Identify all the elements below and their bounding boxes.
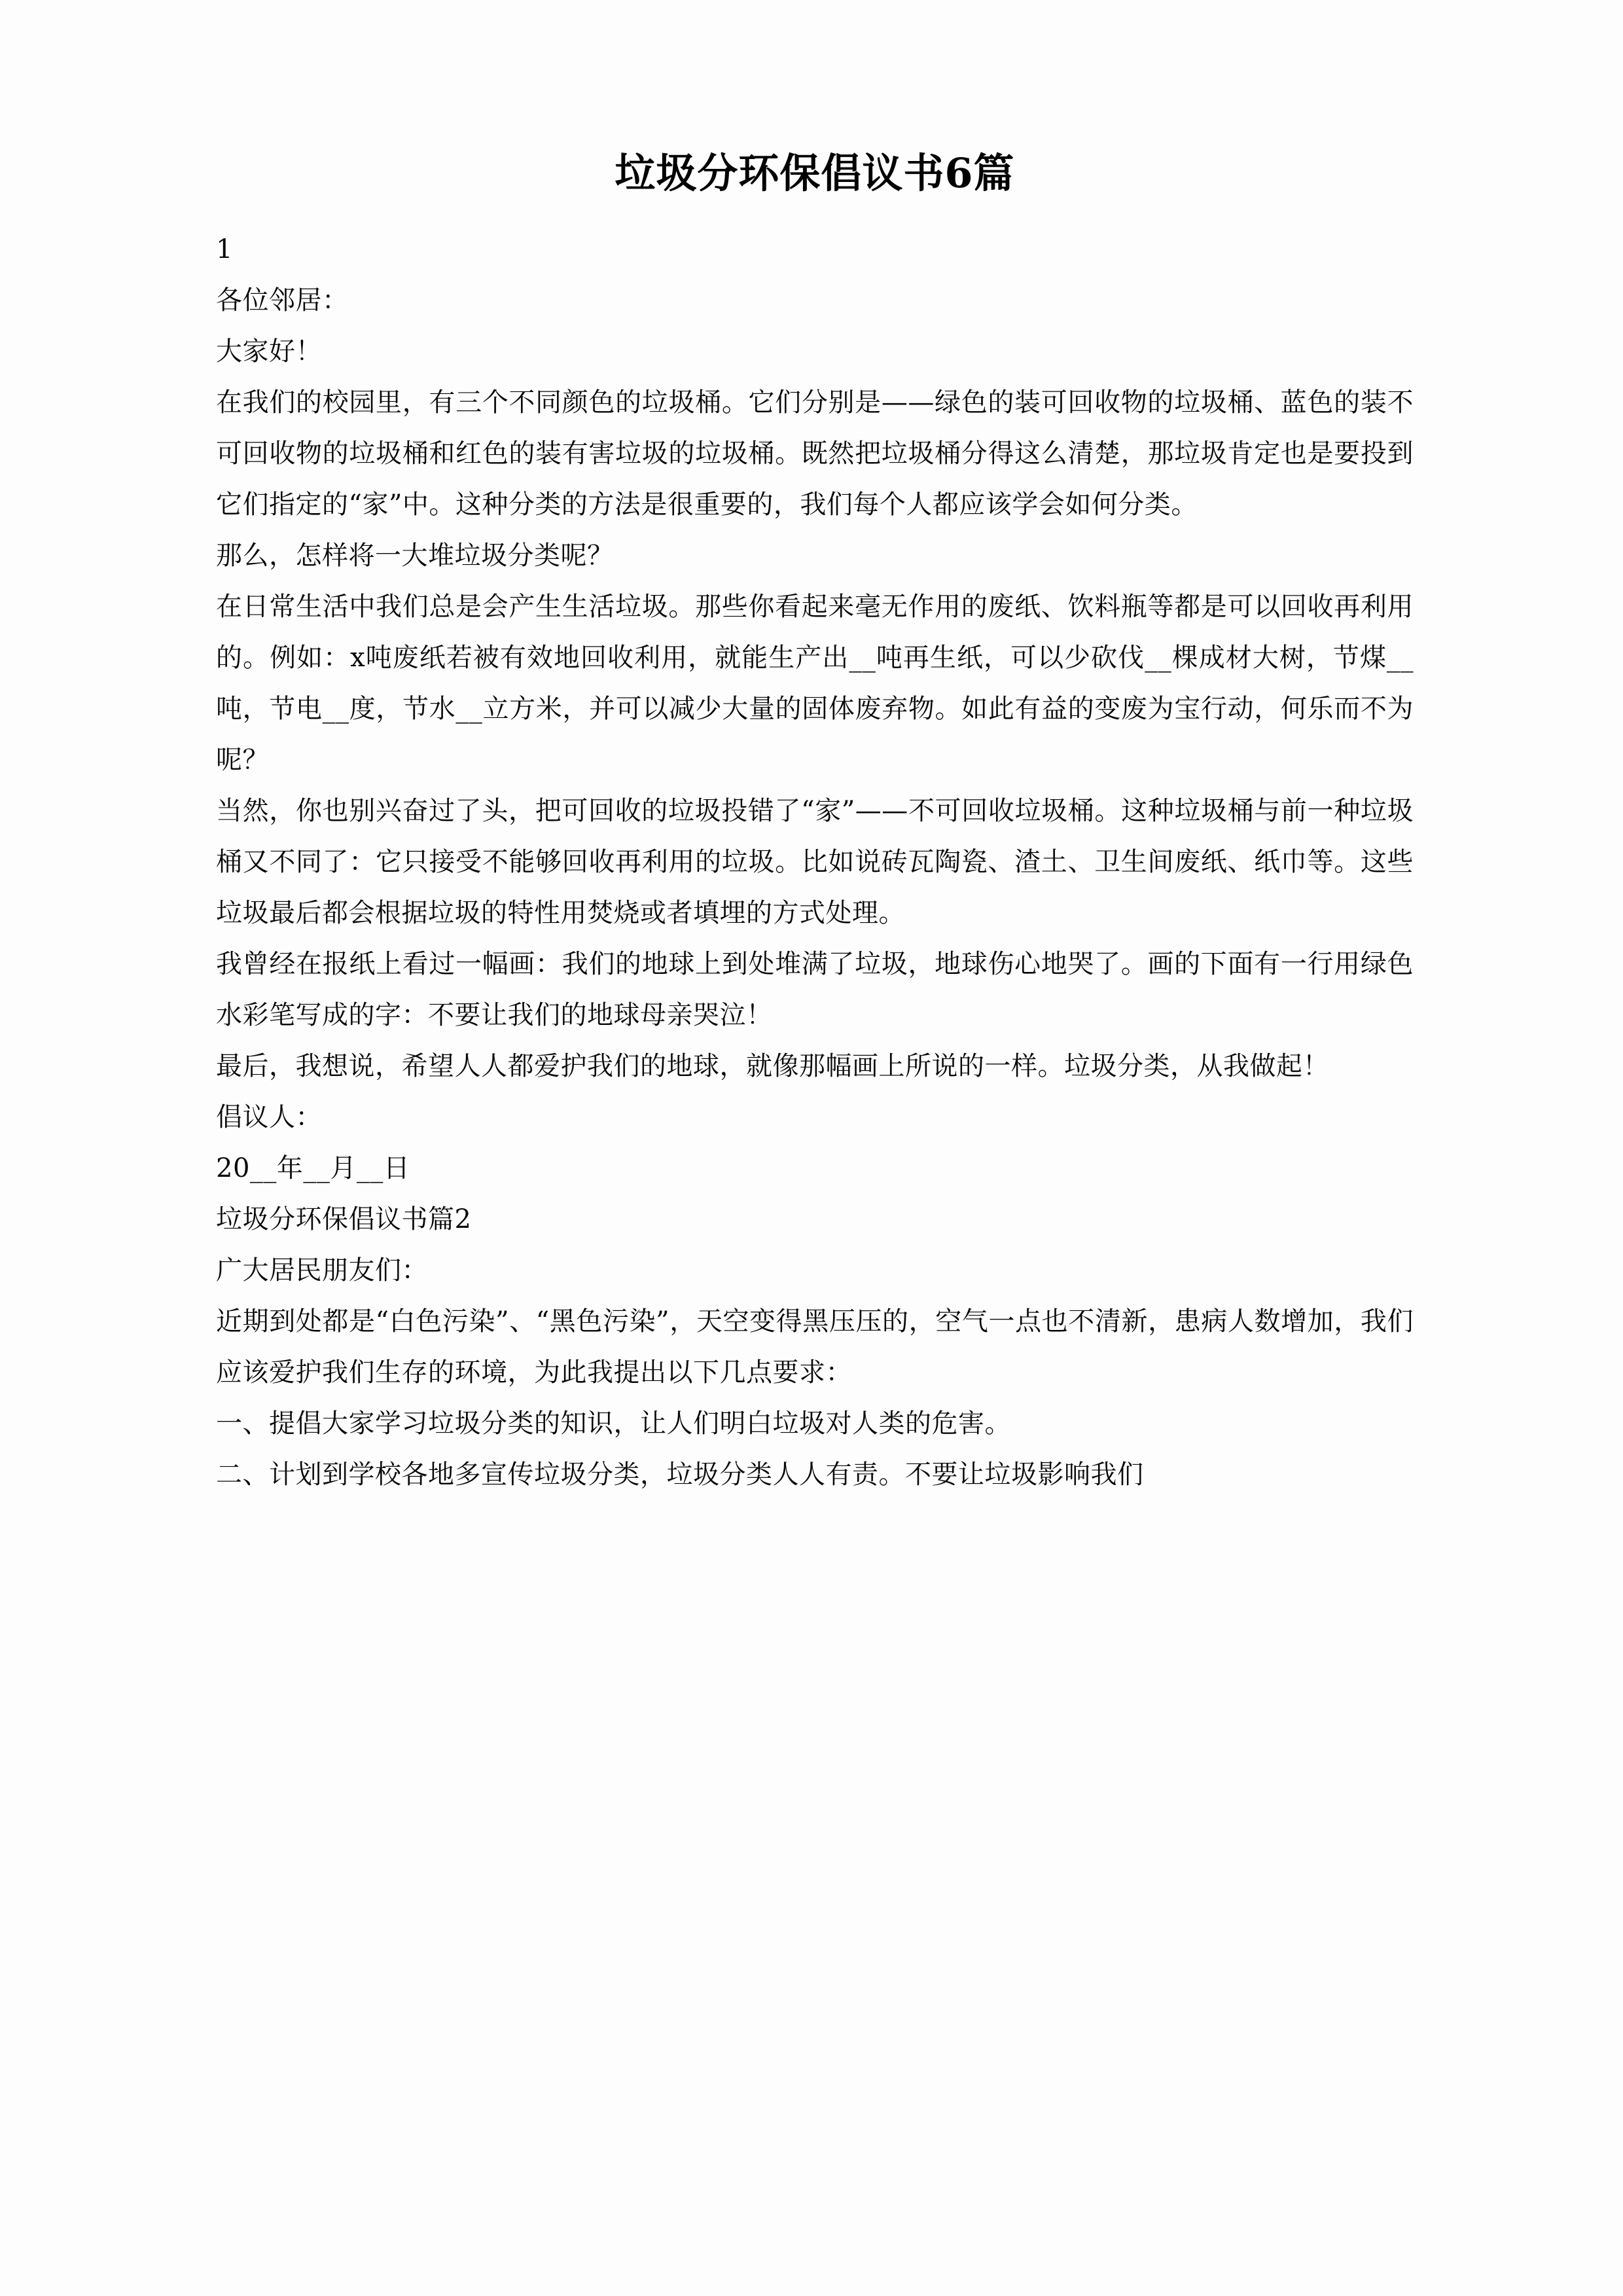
section-marker: 1 xyxy=(216,234,233,265)
body-paragraph: 我曾经在报纸上看过一幅画：我们的地球上到处堆满了垃圾，地球伤心地哭了。画的下面有一行用绿色水彩笔写成的字：不要让我们的地球母亲哭泣！ xyxy=(216,949,1414,1031)
date-line: 20__年__月__日 xyxy=(216,1153,410,1184)
list-item: 一、提倡大家学习垃圾分类的知识，让人们明白垃圾对人类的危害。 xyxy=(216,1408,1011,1439)
section-heading: 垃圾分环保倡议书篇2 xyxy=(216,1204,472,1235)
body-paragraph: 在日常生活中我们总是会产生生活垃圾。那些你看起来毫无作用的废纸、饮料瓶等都是可以回收再利用的。例如：x吨废纸若被有效地回收利用，就能生产出__吨再生纸，可以少砍伐__棵成材大树，节煤__吨，节电__度，节水__立方米，并可以减少大量的固体废弃物。如此有益的变废为宝行动，何乐而不为呢？ xyxy=(216,592,1414,776)
list-item: 二、计划到学校各地多宣传垃圾分类，垃圾分类人人有责。不要让垃圾影响我们 xyxy=(216,1460,1144,1490)
salutation: 各位邻居： xyxy=(216,285,349,316)
body-paragraph: 近期到处都是“白色污染”、“黑色污染”，天空变得黑压压的，空气一点也不清新，患病人数增加，我们应该爱护我们生存的环境，为此我提出以下几点要求： xyxy=(216,1306,1414,1388)
document-body xyxy=(216,198,1414,1500)
body-paragraph: 在我们的校园里，有三个不同颜色的垃圾桶。它们分别是——绿色的装可回收物的垃圾桶、蓝色的装不可回收物的垃圾桶和红色的装有害垃圾的垃圾桶。既然把垃圾桶分得这么清楚，那垃圾肯定也是要投到它们指定的“家”中。这种分类的方法是很重要的，我们每个人都应该学会如何分类。 xyxy=(216,387,1414,520)
body-paragraph: 当然，你也别兴奋过了头，把可回收的垃圾投错了“家”——不可回收垃圾桶。这种垃圾桶与前一种垃圾桶又不同了：它只接受不能够回收再利用的垃圾。比如说砖瓦陶瓷、渣土、卫生间废纸、纸巾等。这些垃圾最后都会根据垃圾的特性用焚烧或者填埋的方式处理。 xyxy=(216,796,1414,929)
page-content-area xyxy=(216,0,1414,2296)
body-paragraph: 最后，我想说，希望人人都爱护我们的地球，就像那幅画上所说的一样。垃圾分类，从我做起！ xyxy=(216,1051,1329,1082)
body-paragraph: 那么，怎样将一大堆垃圾分类呢？ xyxy=(216,541,614,571)
greeting: 大家好！ xyxy=(216,336,322,367)
salutation: 广大居民朋友们： xyxy=(216,1255,428,1286)
page-title: 垃圾分环保倡议书6篇 xyxy=(615,149,1015,197)
signature-label: 倡议人： xyxy=(216,1102,322,1133)
